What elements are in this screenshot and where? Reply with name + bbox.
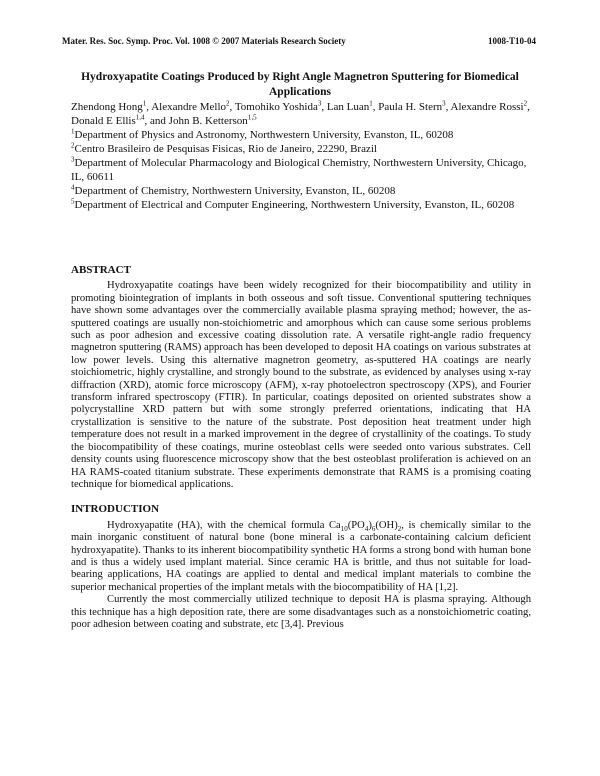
introduction-paragraph: Currently the most commercially utilized technique to deposit HA is plasma spraying. Although this technique has a high deposition rate, there are some disadvantages such as a nonstoichiometric coating, poor adhesion between coating and substrate, etc [3,4]. Previous (71, 594, 531, 630)
affiliation (71, 184, 531, 198)
abstract-heading: ABSTRACT (71, 264, 131, 276)
author: Alexandre Rossi (450, 101, 524, 113)
affiliation-mark: 4 (71, 183, 75, 192)
author: Donald E Ellis (71, 115, 136, 127)
author-affil-mark: 3 (317, 99, 322, 108)
paper-id: 1008-T10-04 (488, 36, 536, 46)
author-affil-mark: 2 (226, 99, 230, 108)
affiliation-text: Centro Brasileiro de Pesquisas Fisicas, Rio de Janeiro, 22290, Brazil (74, 143, 377, 155)
affiliation (71, 128, 531, 142)
author: Tomohiko Yoshida (234, 101, 318, 113)
affiliation-mark: 5 (71, 197, 75, 206)
author-affil-mark: 3 (442, 99, 446, 108)
journal-citation: Mater. Res. Soc. Symp. Proc. Vol. 1008 © 2007 Materials Research Society (62, 36, 346, 46)
author-block (71, 100, 531, 212)
affiliation-text: Department of Physics and Astronomy, Northwestern University, Evanston, IL, 60208 (74, 129, 454, 141)
affiliation-mark: 3 (71, 155, 75, 164)
introduction-heading: INTRODUCTION (71, 503, 160, 516)
paper-body (71, 264, 531, 631)
affiliation-mark: 2 (71, 141, 75, 150)
author-affil-mark: 1 (142, 99, 147, 108)
affiliation-mark: 1 (71, 127, 75, 136)
affiliation-text: Department of Electrical and Computer Engineering, Northwestern University, Evanston, IL, 60208 (74, 199, 515, 211)
author: Lan Luan (326, 101, 370, 113)
running-header (62, 36, 536, 46)
affiliation (71, 142, 531, 156)
abstract-text: Hydroxyapatite coatings have been widely recognized for their biocompatibility and utility in promoting biointegration of implants in both osseous and soft tissue. Conventional sputtering techniques have shown some advantages over the commercially available plasma spraying method; however, the as-sputtered coatings are usually non-stoichiometric and amorphous which can cause some serious problems such as poor adhesion and excessive coating dissolution rate. A versatile right-angle radio frequency magnetron sputtering (RAMS) approach has been developed to deposit HA coatings on various substrates at low power levels. Using this alternative magnetron geometry, as-sputtered HA coatings are nearly stoichiometric, highly crystalline, and strongly bound to the substrate, as evidenced by analyses using x-ray diffraction (XRD), atomic force microscopy (AFM), x-ray photoelectron spectroscopy (XPS), and Fourier transform infrared spectroscopy (FTIR). In particular, coatings deposited on oriented substrates show a polycrystalline XRD pattern but with some strongly preferred orientations, indicating that HA crystallization is sensitive to the nature of the substrate. Post deposition heat treatment under high temperature does not result in a marked improvement in the degree of crystallinity of the coatings. To study the biocompatibility of these coatings, murine osteoblast cells were seeded onto various substrates. Cell density counts using fluorescence microscopy show that the best osteoblast proliferation is achieved on an HA RAMS-coated titanium substrate. These experiments demonstrate that RAMS is a promising coating technique for biomedical applications. (71, 280, 531, 490)
author-list: Zhendong Hong$^1$, Alexandre Mello$^2$, Tomohiko Yoshida$^3$, Lan Luan$^1$, Paula H. Stern$^3$, Alexandre Rossi$^2$, Donald E Ellis$^{1,4}$, and John B. Ketterson$^{1,5}$ (71, 99, 530, 127)
author-affil-mark: 2 (523, 99, 528, 108)
paper-title: Hydroxyapatite Coatings Produced by Right Angle Magnetron Sputtering for Biomedical Applications (81, 71, 519, 98)
introduction-paragraph: Hydroxyapatite (HA), with the chemical formula $Ca_{10}(PO_4)_6(OH)_2$, is chemically similar to the main inorganic constituent of natural bone (bone mineral is a carbonate-containing calcium deficient hydroxyapatite). Thanks to its inherent biocompatibility synthetic HA forms a strong bond with human bone and is thus a widely used implant material. Since ceramic HA is brittle, and thus not suitable for load-bearing applications, HA coatings are applied to dental and medical implant materials to combine the superior mechanical properties of the implant metals with the biocompatibility of HA [1,2]. (71, 519, 531, 593)
affiliation-text: Department of Chemistry, Northwestern University, Evanston, IL, 60208 (74, 185, 396, 197)
author: Alexandre Mello (151, 101, 227, 113)
affiliation-text: Department of Molecular Pharmacology and Biological Chemistry, Northwestern University, Chicago, IL, 60611 (71, 157, 527, 183)
author-conjunction: and (150, 115, 166, 127)
affiliation (71, 198, 531, 212)
author: Paula H. Stern (378, 101, 443, 113)
affiliation (71, 156, 531, 184)
author-affil-mark: 1,5 (247, 113, 257, 122)
author: Zhendong Hong (71, 101, 143, 113)
author-affil-mark: 1,4 (135, 113, 145, 122)
author: John B. Ketterson (168, 115, 248, 127)
author-affil-mark: 1 (369, 99, 373, 108)
